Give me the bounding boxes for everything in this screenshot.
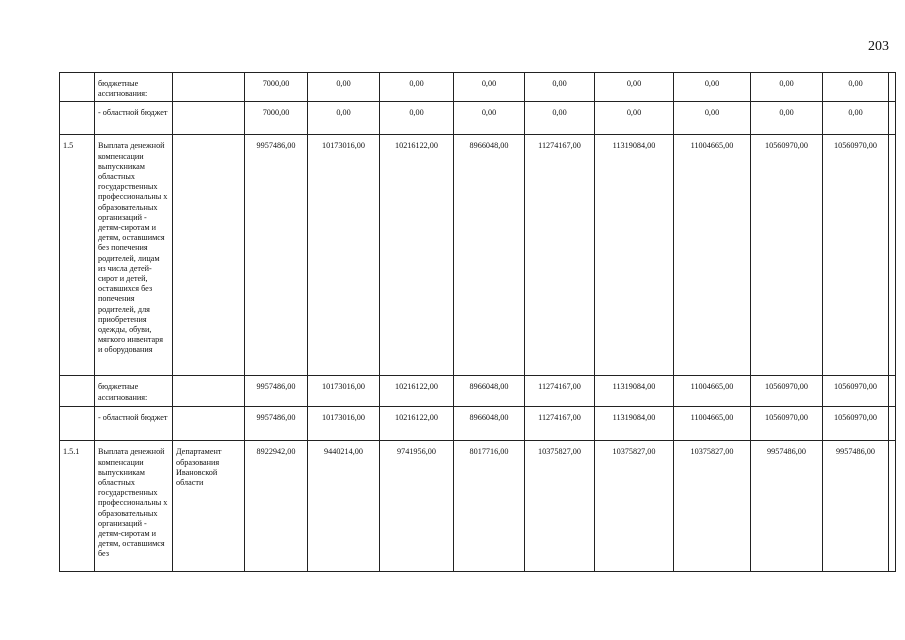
executor-cell [173,407,245,441]
value-cell: 10216122,00 [380,376,454,407]
value-cell: 11274167,00 [525,376,595,407]
value-cell: 8017716,00 [454,441,525,572]
value-cell: 11319084,00 [595,376,674,407]
row-number-cell [60,102,95,135]
value-cell: 10216122,00 [380,135,454,376]
row-number-cell [60,376,95,407]
value-cell: 0,00 [823,102,889,135]
table-row [60,376,896,407]
table-row [60,441,896,572]
executor-cell: Департамент образования Ивановской области [173,441,245,572]
value-cell: 10560970,00 [823,407,889,441]
value-cell: 10375827,00 [525,441,595,572]
value-cell: 8966048,00 [454,376,525,407]
empty-cell [889,407,896,441]
value-cell: 0,00 [823,73,889,102]
executor-cell [173,376,245,407]
value-cell: 0,00 [308,73,380,102]
row-number-cell [60,73,95,102]
value-cell: 8922942,00 [245,441,308,572]
value-cell: 10173016,00 [308,376,380,407]
value-cell: 9957486,00 [751,441,823,572]
table-row [60,135,896,376]
value-cell: 9957486,00 [245,135,308,376]
value-cell: 0,00 [454,73,525,102]
row-name-cell: - областной бюджет [95,102,173,135]
value-cell: 11319084,00 [595,407,674,441]
row-name-cell: - областной бюджет [95,407,173,441]
row-number-cell: 1.5.1 [60,441,95,572]
value-cell: 8966048,00 [454,407,525,441]
empty-cell [889,376,896,407]
row-name-cell: Выплата денежной компенсации выпускникам областных государственных профессиональны х образовательных организаций - детям-сиротам и детям, оставшимся без попечения родителей, лицам из числа детей-сирот и детей, оставшихся без попечения родителей, для приобретения одежды, обуви, мягкого инвентаря и оборудования [95,135,173,376]
value-cell: 11274167,00 [525,135,595,376]
executor-cell [173,73,245,102]
value-cell: 11004665,00 [674,135,751,376]
table-row [60,73,896,102]
value-cell: 9957486,00 [823,441,889,572]
value-cell: 0,00 [525,102,595,135]
row-number-cell [60,407,95,441]
value-cell: 10560970,00 [823,376,889,407]
row-name-cell: бюджетные ассигнования: [95,73,173,102]
value-cell: 8966048,00 [454,135,525,376]
executor-cell [173,135,245,376]
table-row [60,102,896,135]
table-row [60,407,896,441]
value-cell: 0,00 [674,73,751,102]
value-cell: 10173016,00 [308,135,380,376]
value-cell: 10216122,00 [380,407,454,441]
value-cell: 10173016,00 [308,407,380,441]
value-cell: 9957486,00 [245,407,308,441]
value-cell: 11319084,00 [595,135,674,376]
row-name-cell: бюджетные ассигнования: [95,376,173,407]
value-cell: 9440214,00 [308,441,380,572]
value-cell: 0,00 [751,73,823,102]
empty-cell [889,102,896,135]
value-cell: 10560970,00 [751,407,823,441]
value-cell: 0,00 [454,102,525,135]
value-cell: 9957486,00 [245,376,308,407]
value-cell: 0,00 [595,102,674,135]
value-cell: 0,00 [751,102,823,135]
value-cell: 10560970,00 [751,135,823,376]
value-cell: 10560970,00 [751,376,823,407]
value-cell: 0,00 [525,73,595,102]
value-cell: 10560970,00 [823,135,889,376]
value-cell: 0,00 [380,73,454,102]
value-cell: 9741956,00 [380,441,454,572]
value-cell: 11004665,00 [674,407,751,441]
page-number: 203 [868,39,889,54]
value-cell: 10375827,00 [674,441,751,572]
row-name-cell: Выплата денежной компенсации выпускникам областных государственных профессиональны х образовательных организаций - детям-сиротам и детям, оставшимся без [95,441,173,572]
value-cell: 10375827,00 [595,441,674,572]
value-cell: 11004665,00 [674,376,751,407]
value-cell: 0,00 [308,102,380,135]
value-cell: 0,00 [674,102,751,135]
row-number-cell: 1.5 [60,135,95,376]
budget-table [59,72,896,572]
table-body [60,73,896,572]
value-cell: 11274167,00 [525,407,595,441]
value-cell: 0,00 [595,73,674,102]
empty-cell [889,441,896,572]
executor-cell [173,102,245,135]
empty-cell [889,73,896,102]
value-cell: 7000,00 [245,73,308,102]
value-cell: 7000,00 [245,102,308,135]
value-cell: 0,00 [380,102,454,135]
empty-cell [889,135,896,376]
